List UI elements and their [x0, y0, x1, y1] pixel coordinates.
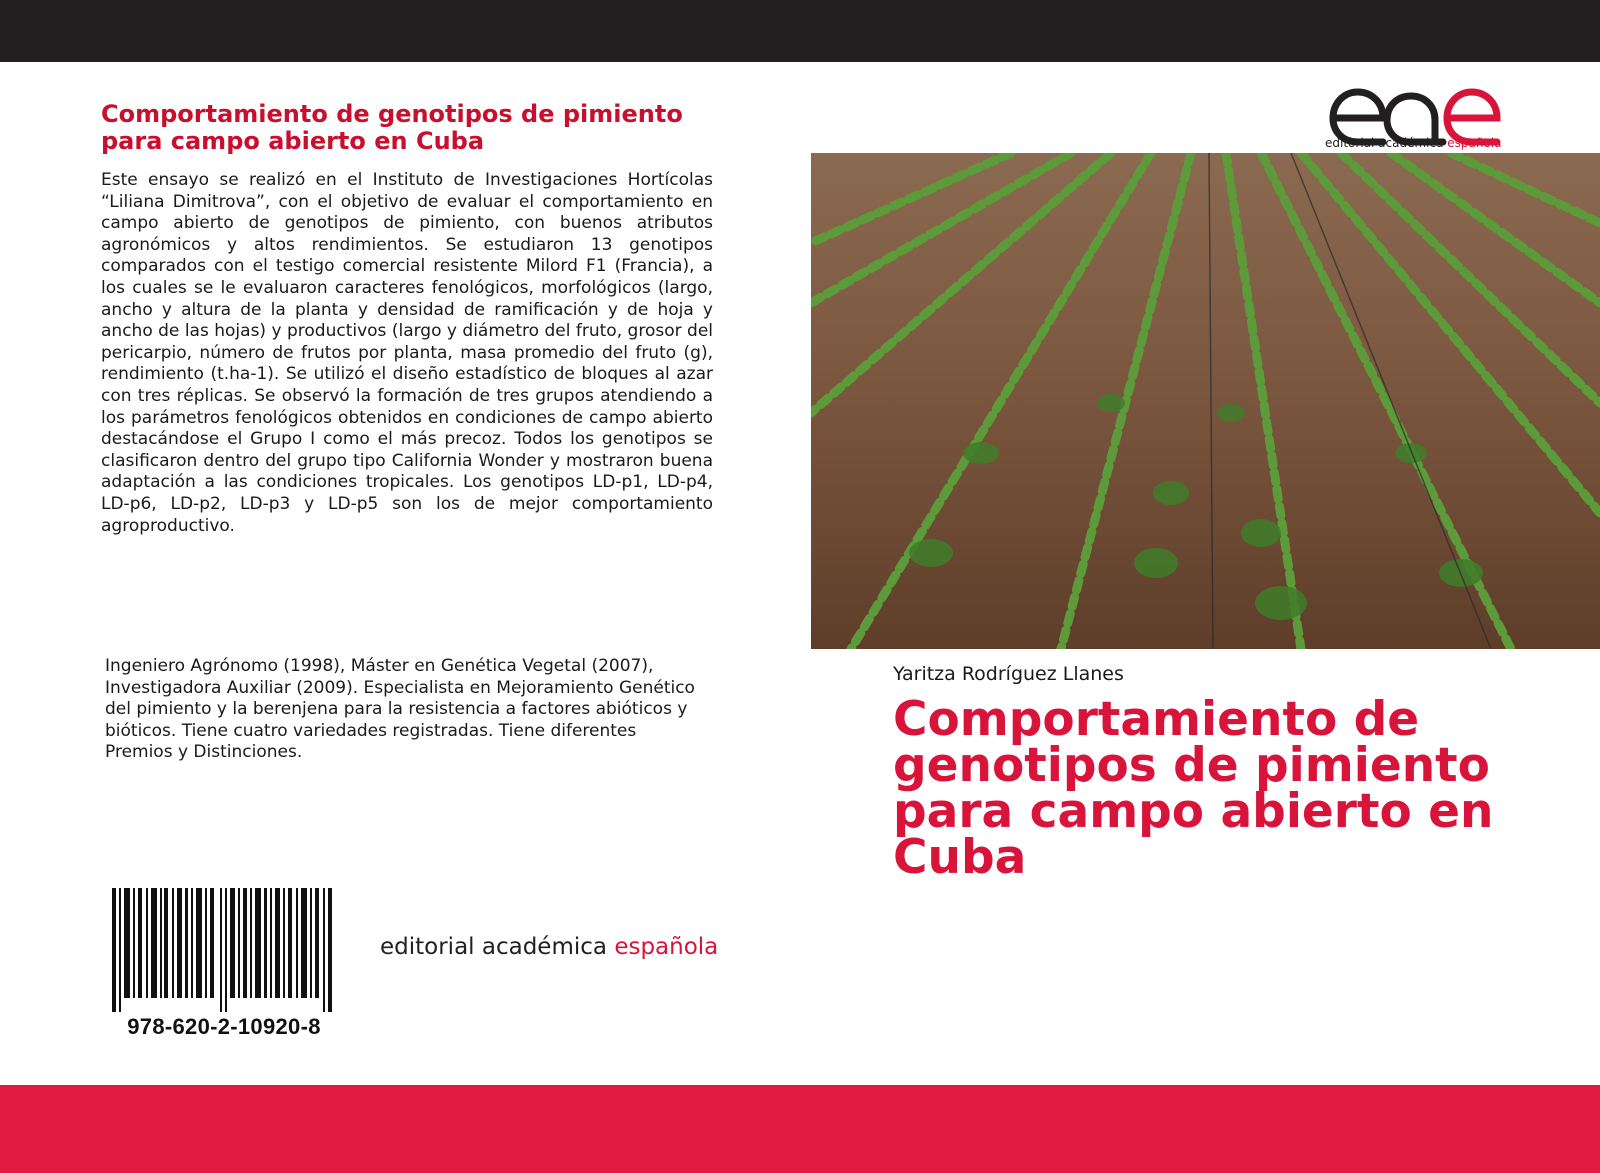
- top-band: [0, 0, 1600, 62]
- pepper-field-photo-icon: [811, 153, 1600, 649]
- back-cover-abstract: Este ensayo se realizó en el Instituto de Investigaciones Hortícolas “Liliana Dimitrova”, con el objetivo de evaluar el comportamiento en campo abierto de genotipos de pimiento, con buenos atributos agronómicos y altos rendimientos. Se estudiaron 13 genotipos comparados con el testigo comercial resistente Milord F1 (Francia), a los cuales se le evaluaron caracteres fenológicos, morfológicos (largo, ancho y altura de la planta y densidad de ramificación y de hoja y ancho de las hojas) y productivos (largo y diámetro del fruto, grosor del pericarpio, número de frutos por planta, masa promedio del fruto (g), rendimiento (t.ha-1). Se utilizó el diseño estadístico de bloques al azar con tres réplicas. Se observó la formación de tres grupos atendiendo a los parámetros fenológicos obtenidos en condiciones de campo abierto destacándose el Grupo I como el más precoz. Todos los genotipos se clasificaron dentro del grupo tipo California Wonder y mostraron buena adaptación a las condiciones tropicales. Los genotipos LD-p1, LD-p4, LD-p6, LD-p2, LD-p3 y LD-p5 son los de mejor comportamiento agroproductivo.: [101, 170, 713, 536]
- front-cover-author: Yaritza Rodríguez Llanes: [893, 663, 1124, 685]
- back-publisher-main: editorial académica: [380, 934, 615, 960]
- logo-caption: [1325, 136, 1511, 150]
- back-cover-title: Comportamiento de genotipos de pimiento para campo abierto en Cuba: [101, 100, 683, 155]
- author-biography: Ingeniero Agrónomo (1998), Máster en Genética Vegetal (2007), Investigadora Auxiliar (2009). Especialista en Mejoramiento Genético del pimiento y la berenjena para la resistencia a factores abióticos y bióticos. Tiene cuatro variedades registradas. Tiene diferentes Premios y Distinciones.: [105, 656, 695, 763]
- back-publisher-accent: española: [614, 934, 719, 960]
- bottom-band: [0, 1085, 1600, 1173]
- barcode: [108, 888, 340, 1038]
- back-publisher-name: [380, 934, 718, 960]
- front-cover-title: Comportamiento de genotipos de pimiento para campo abierto en Cuba: [893, 692, 1494, 885]
- logo-caption-accent: española: [1447, 136, 1502, 150]
- cover-photo: [811, 153, 1600, 649]
- barcode-icon: [108, 888, 340, 1012]
- isbn-number: 978-620-2-10920-8: [127, 1014, 321, 1039]
- logo-caption-main: editorial académica: [1325, 136, 1448, 150]
